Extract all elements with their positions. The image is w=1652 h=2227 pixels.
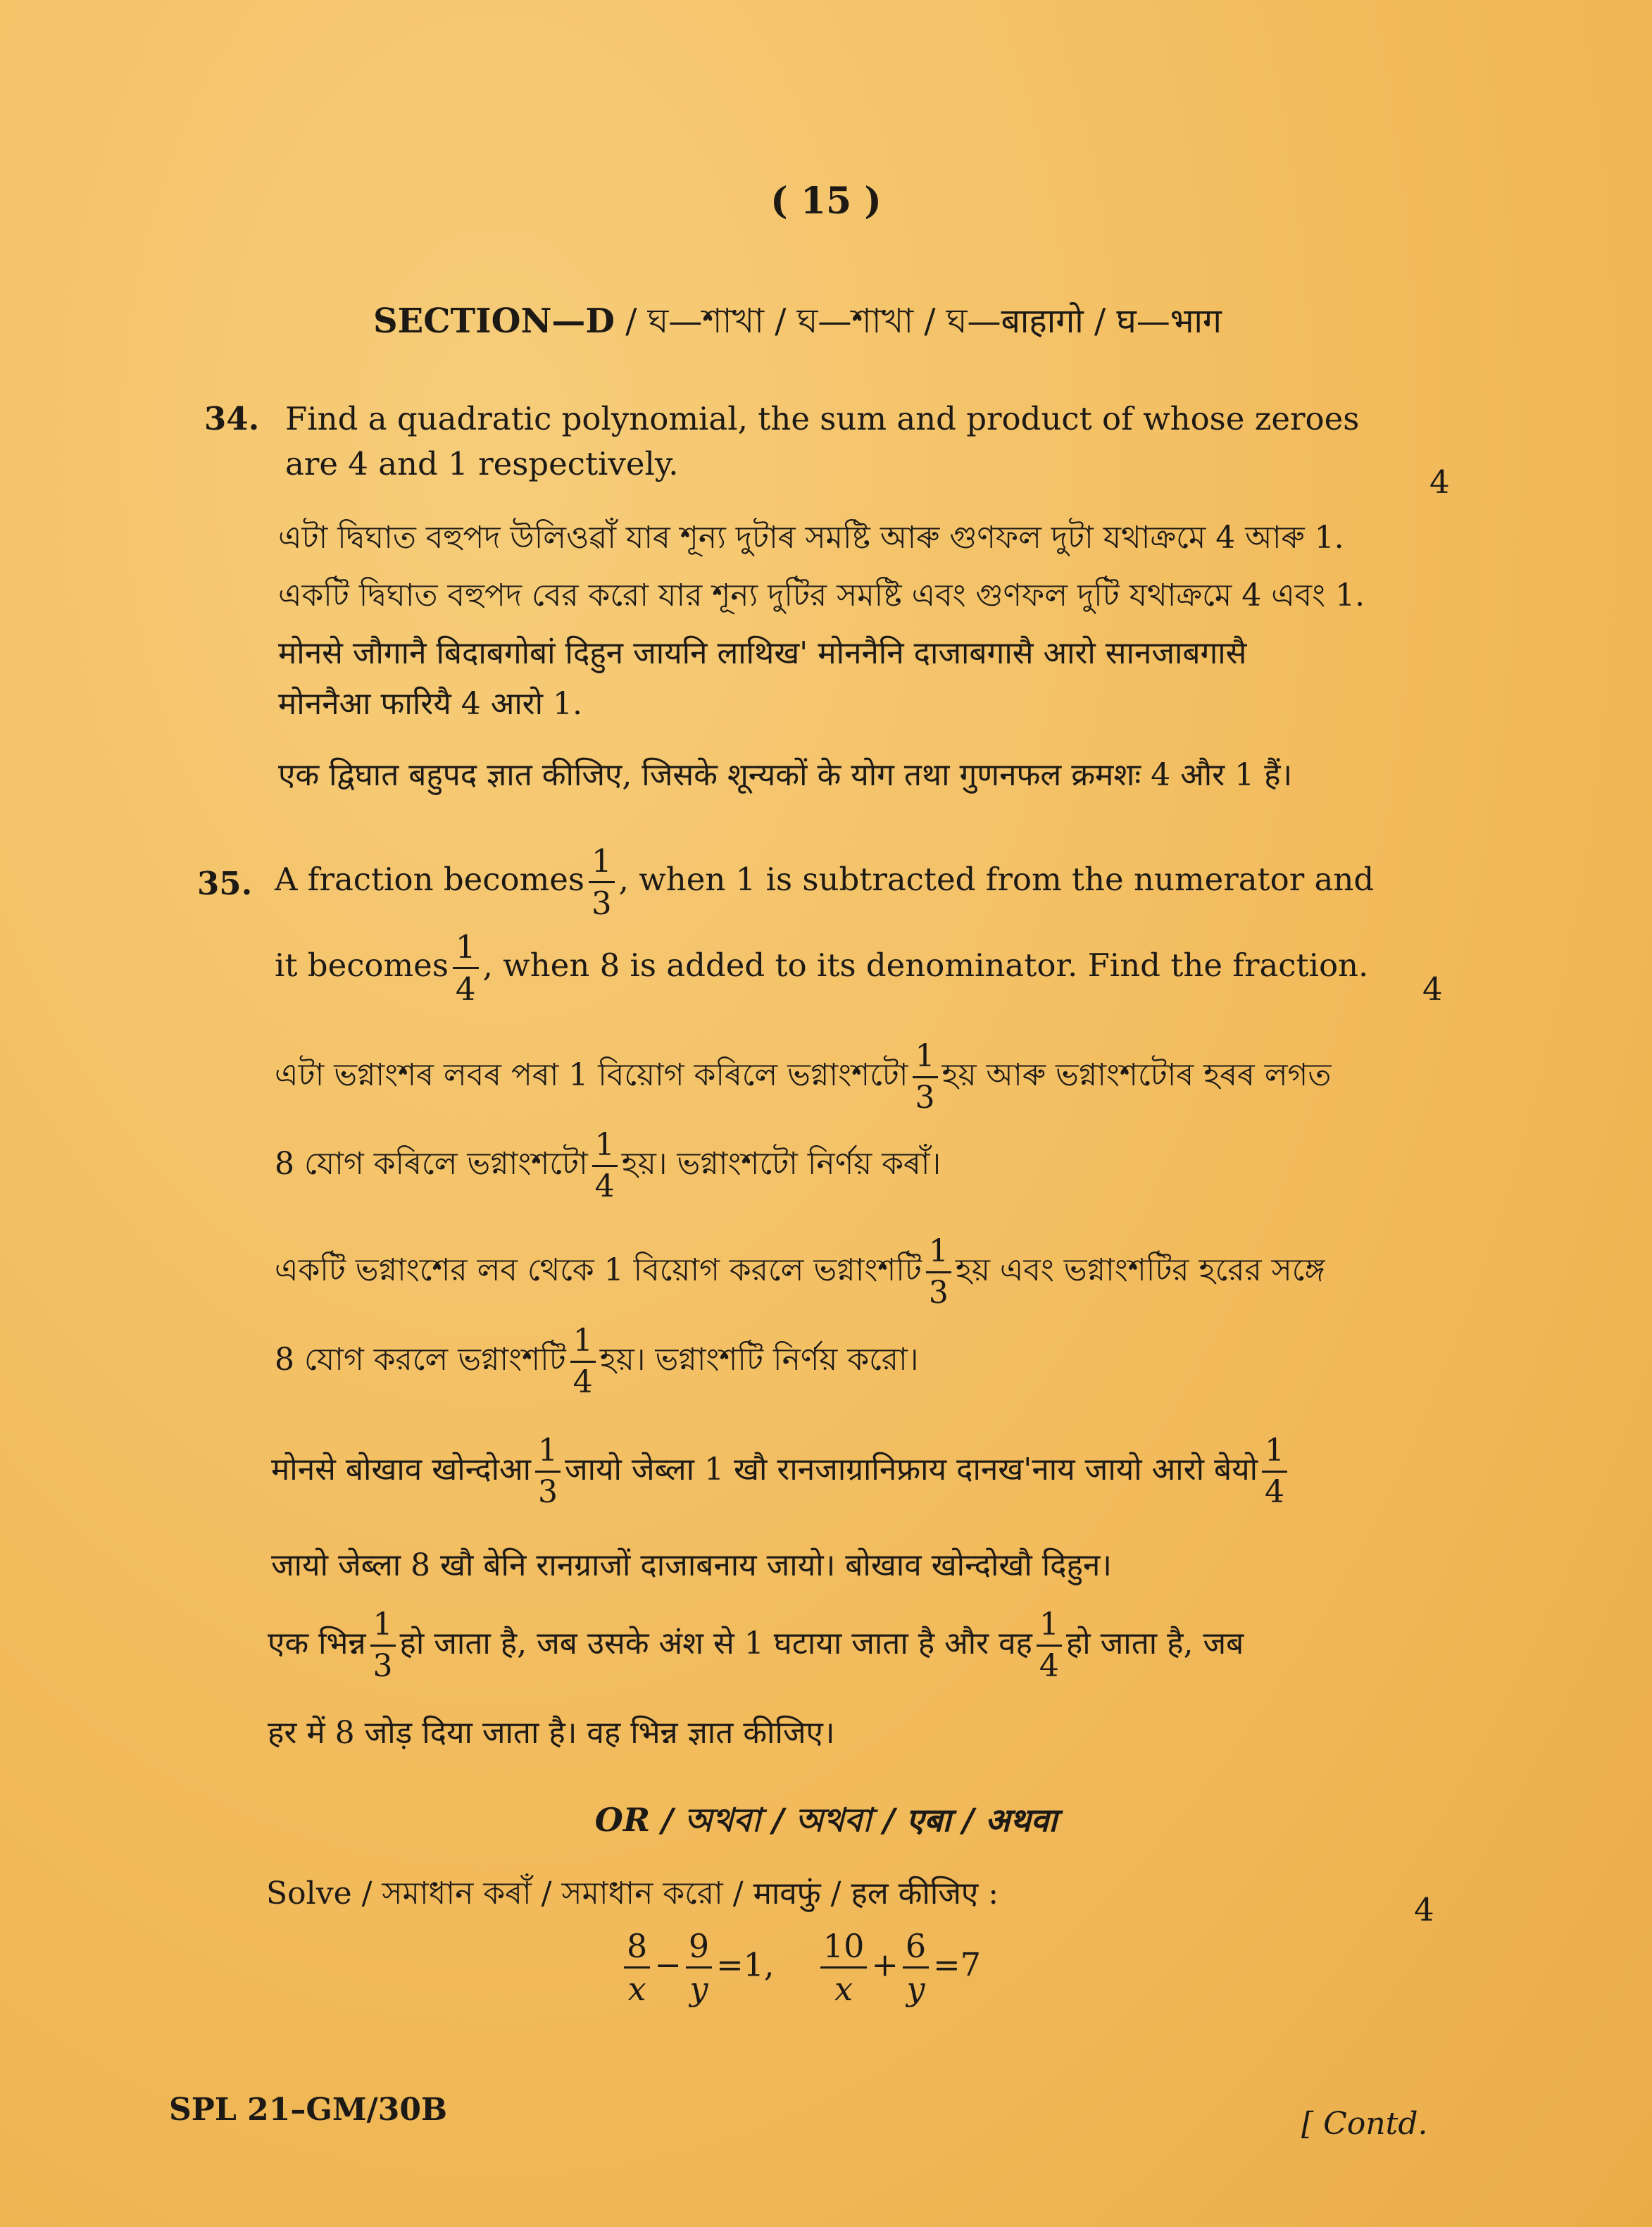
q34-bodo-line2: मोननैआ फारियै 4 आरो 1. <box>278 686 583 722</box>
q35-assamese-line2: 8 যোগ কৰিলে ভগ্নাংশটো $\frac{1}{4}$ হয়। ভগ্নাংশটো নিৰ্ণয় কৰাঁ। <box>275 1127 941 1204</box>
q34-hindi: एक द्विघात बहुपद ज्ञात कीजिए, जिसके शून्यकों के योग तथा गुणनफल क्रमशः 4 और 1 हैं। <box>278 757 1293 793</box>
fraction-one-fourth: $\frac{1}{4}$ <box>1037 1609 1062 1682</box>
q34-number: 34. <box>204 400 260 437</box>
fraction-one-fourth: $\frac{1}{4}$ <box>592 1130 618 1202</box>
q34-assamese: এটা দ্বিঘাত বহুপদ উলিওৱাঁ যাৰ শূন্য দুটাৰ সমষ্টি আৰু গুণফল দুটা যথাক্ৰমে 4 আৰু 1. <box>278 520 1344 556</box>
or-divider: OR / অথবা / অথবা / एबा / अथवा <box>594 1801 1058 1839</box>
simultaneous-equations: $\frac{8}{x}$ − $\frac{9}{y}$ =1, $\frac{10}{x}$ + $\frac{6}{y}$ =7 <box>620 1930 981 2005</box>
fraction-one-third: $\frac{1}{3}$ <box>535 1435 561 1508</box>
q35-bengali-line1: একটি ভগ্নাংশের লব থেকে 1 বিয়োগ করলে ভগ্নাংশটি $\frac{1}{3}$ হয় এবং ভগ্নাংশটির হরের সঙ্গে <box>275 1233 1325 1311</box>
page-number: ( 15 ) <box>770 180 882 223</box>
eq1-term2: $\frac{9}{y}$ <box>686 1930 712 2005</box>
fraction-one-third: $\frac{1}{3}$ <box>370 1609 396 1682</box>
continued-note: [ Contd. <box>1301 2106 1428 2142</box>
solve-marks: 4 <box>1414 1891 1434 1928</box>
q35-english-line1: A fraction becomes $\frac{1}{3}$ , when 1 is subtracted from the numerator and <box>275 842 1375 922</box>
q34-marks: 4 <box>1429 463 1450 501</box>
q35-bodo-line1: मोनसे बोखाव खोन्दोआ $\frac{1}{3}$ जायो जेब्ला 1 खौ रानजाग्रानिफ्राय दानख'नाय जायो आरो बेयो $\frac{1}{4}$ <box>271 1435 1291 1508</box>
q35-number: 35. <box>197 865 253 902</box>
section-label: SECTION—D <box>373 301 615 341</box>
q34-english-line1: Find a quadratic polynomial, the sum and product of whose zeroes <box>285 400 1360 437</box>
fraction-one-third: $\frac{1}{3}$ <box>589 845 615 919</box>
q35-hindi-line1: एक भिन्न $\frac{1}{3}$ हो जाता है, जब उसके अंश से 1 घटाया जाता है और वह $\frac{1}{4}$ हो जाता है, जब <box>268 1607 1244 1684</box>
q35-english-line2: it becomes $\frac{1}{4}$ , when 8 is added to its denominator. Find the fraction. <box>275 928 1369 1008</box>
section-translations: / ঘ—শাখা / ঘ—শাখা / ঘ—बाहागो / घ—भाग <box>614 301 1222 341</box>
eq1-rhs: =1, <box>716 1945 775 1984</box>
eq2-term2: $\frac{6}{y}$ <box>903 1930 929 2005</box>
q35-bodo-line2: जायो जेब्ला 8 खौ बेनि रानग्राजों दाजाबनाय जायो। बोखाव खोन्दोखौ दिहुन। <box>271 1547 1112 1583</box>
q35-bengali-line2: 8 যোগ করলে ভগ্নাংশটি $\frac{1}{4}$ হয়। ভগ্নাংশটি নির্ণয় করো। <box>275 1323 919 1400</box>
eq2-rhs: =7 <box>933 1945 981 1984</box>
fraction-one-third: $\frac{1}{3}$ <box>913 1041 938 1114</box>
solve-instruction: Solve / সমাধান কৰাঁ / সমাধান করো / मावफुं / हल कीजिए : <box>266 1876 999 1911</box>
q34-bengali: একটি দ্বিঘাত বহুপদ বের করো যার শূন্য দুটির সমষ্টি এবং গুণফল দুটি যথাক্রমে 4 এবং 1. <box>278 578 1365 613</box>
paper-code: SPL 21–GM/30B <box>169 2092 448 2128</box>
section-heading <box>373 296 1222 351</box>
fraction-one-fourth: $\frac{1}{4}$ <box>1262 1435 1287 1508</box>
q34-english-line2: are 4 and 1 respectively. <box>285 445 679 482</box>
fraction-one-fourth: $\frac{1}{4}$ <box>453 931 479 1005</box>
eq1-term1: $\frac{8}{x}$ <box>624 1930 650 2005</box>
fraction-one-fourth: $\frac{1}{4}$ <box>570 1325 596 1398</box>
fraction-one-third: $\frac{1}{3}$ <box>926 1236 951 1309</box>
q35-assamese-line1: এটা ভগ্নাংশৰ লবৰ পৰা 1 বিয়োগ কৰিলে ভগ্নাংশটো $\frac{1}{3}$ হয় আৰু ভগ্নাংশটোৰ হৰৰ লগত <box>275 1038 1332 1116</box>
q35-hindi-line2: हर में 8 जोड़ दिया जाता है। वह भिन्न ज्ञात कीजिए। <box>268 1715 835 1751</box>
q34-bodo-line1: मोनसे जौगानै बिदाबगोबां दिहुन जायनि लाथिख' मोननैनि दाजाबगासै आरो सानजाबगासै <box>278 635 1247 671</box>
eq2-term1: $\frac{10}{x}$ <box>820 1930 868 2005</box>
q35-marks: 4 <box>1422 971 1443 1008</box>
